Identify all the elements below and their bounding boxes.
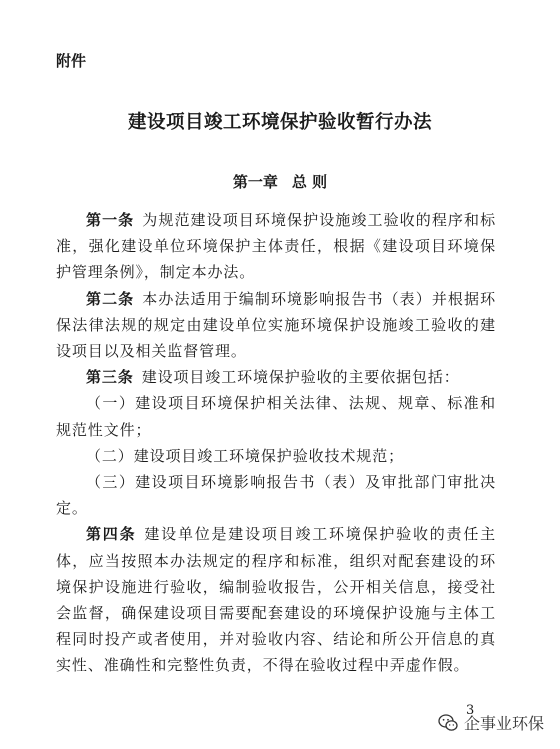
article-3 [56, 364, 496, 390]
list-item-2: （二）建设项目竣工环境保护验收技术规范； [86, 446, 405, 465]
watermark [438, 711, 544, 734]
article-label: 第四条 [86, 525, 137, 544]
article-label: 第一条 [86, 211, 135, 229]
article-label: 第三条 [86, 368, 134, 387]
chapter-name: 总 则 [291, 173, 328, 191]
wechat-icon [438, 714, 458, 732]
list-item-1: （一）建设项目环境保护相关法律、法规、规章、标准和规范性文件； [56, 394, 496, 439]
article-text: 建设单位是建设项目竣工环境保护验收的责任主体，应当按照本办法规定的程序和标准，组织对配套建设的环境保护设施进行验收，编制验收报告，公开相关信息，接受社会监督，确保建设项目需要配套建设的环境保护设施与主体工程同时投产或者使用，并对验收内容、结论和所公开信息的真实性、准确性和完整性负责，不得在验收过程中弄虚作假。 [56, 525, 497, 675]
article-2 [56, 286, 496, 365]
list-item-3: （三）建设项目环境影响报告书（表）及审批部门审批决定。 [56, 473, 496, 518]
chapter-heading [0, 171, 560, 192]
article-1 [56, 207, 496, 286]
article-label: 第二条 [86, 289, 135, 308]
article-4 [56, 521, 496, 678]
document-body [56, 207, 496, 679]
page-number: 3 [466, 703, 475, 718]
article-text: 建设项目竣工环境保护验收的主要依据包括： [141, 368, 460, 387]
attachment-label: 附件 [56, 52, 87, 70]
article-text: 本办法适用于编制环境影响报告书（表）并根据环保法律法规的规定由建设单位实施环境保护设施竣工验收的建设项目以及相关监督管理。 [56, 289, 496, 361]
document-title: 建设项目竣工环境保护验收暂行办法 [127, 112, 432, 133]
chapter-number: 第一章 [232, 173, 278, 191]
article-text: 为规范建设项目环境保护设施竣工验收的程序和标准，强化建设单位环境保护主体责任，根据《建设项目环境保护管理条例》，制定本办法。 [56, 211, 496, 282]
watermark-text: 企事业环保 [464, 714, 545, 733]
